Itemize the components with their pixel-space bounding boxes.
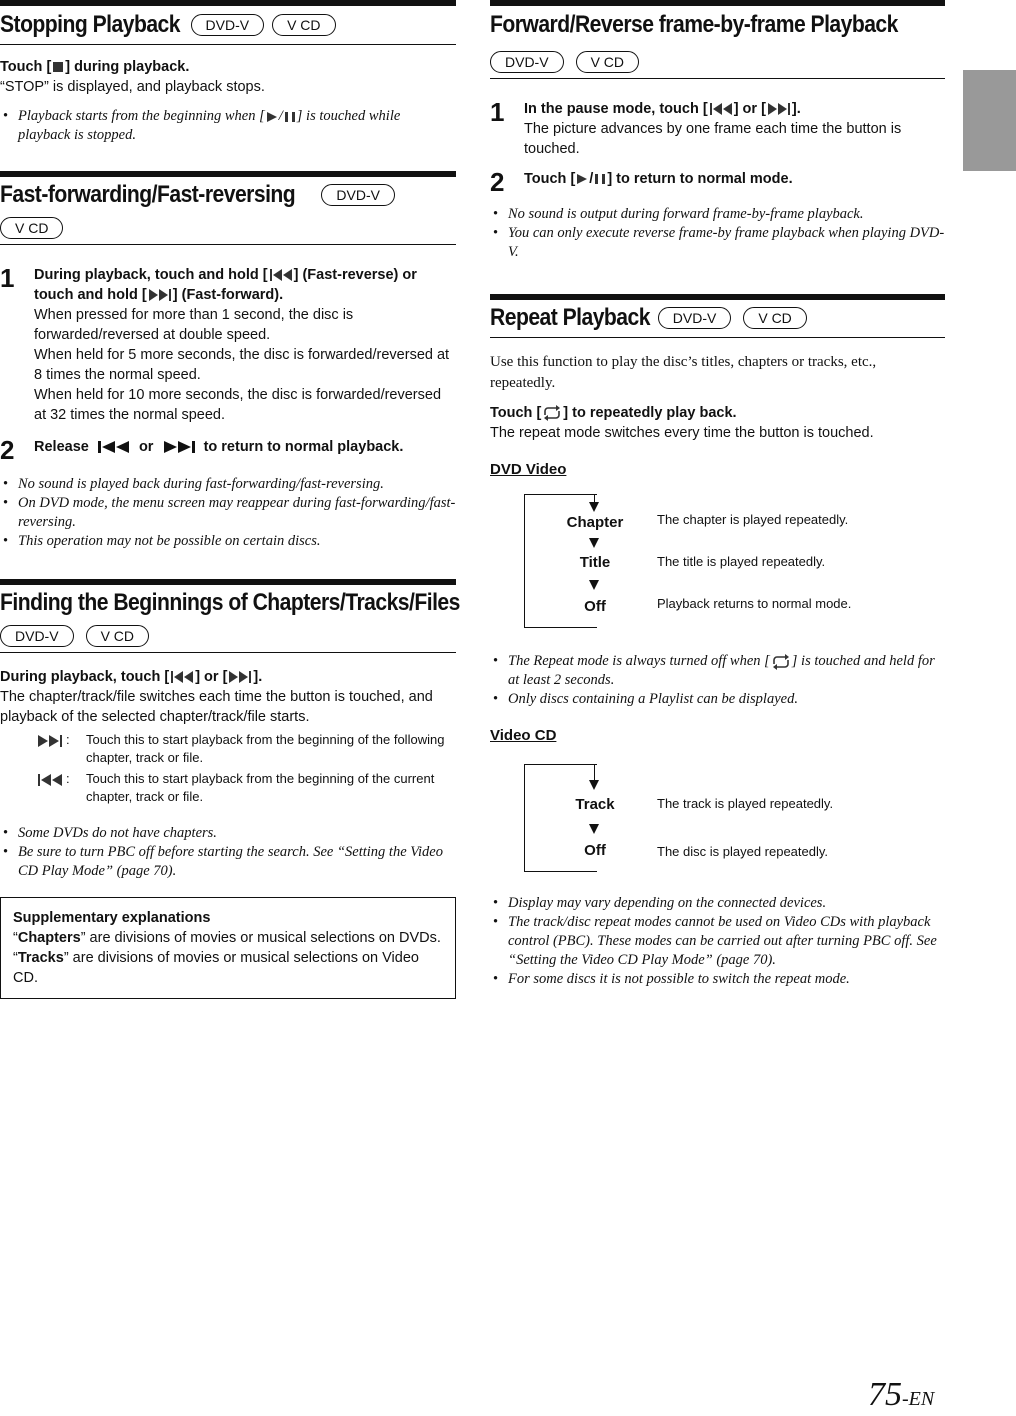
list-item: • The track/disc repeat modes cannot be used on Video CDs with playback control (PBC). These modes can be carried out after turning PBC off. See “Setting the Video CD Play Mode” (page 70).: [490, 913, 945, 970]
page-num: 75: [868, 1376, 902, 1413]
instr-text: ] or [: [733, 101, 766, 117]
chapter-tab: [963, 70, 1016, 171]
section-title: Fast-forwarding/Fast-reversing: [0, 181, 296, 208]
list-item: • For some discs it is not possible to switch the repeat mode.: [490, 970, 945, 989]
step-1: [490, 99, 945, 159]
note-text: ] is touched and held for at least 2 seconds.: [508, 653, 935, 688]
prev-chapter-icon: [169, 669, 195, 685]
find-body: [0, 653, 456, 881]
ff-detail: When held for 10 more seconds, the disc is forwarded/reversed at 32 times the normal speed.: [34, 387, 442, 423]
ff-notes: [0, 475, 456, 551]
step-instruction: [34, 437, 403, 463]
find-items: [0, 731, 456, 806]
instr-text: Release: [34, 439, 89, 455]
repeat-body: [490, 338, 945, 989]
supp-text: ” are divisions of movies or musical selections on Video CD.: [13, 950, 419, 986]
find-notes: [0, 824, 456, 881]
note-text: Playback starts from the beginning when [: [18, 108, 265, 124]
section-header-stop: [0, 0, 456, 45]
arrow-icon: [589, 538, 599, 548]
step-number: 1: [0, 263, 15, 293]
left-column: [0, 0, 460, 999]
fast-reverse-icon: [268, 267, 294, 283]
step-instruction: Touch [ / ] to return to normal mode.: [524, 171, 793, 187]
instr-text: In the pause mode, touch [: [524, 101, 708, 117]
frame-reverse-icon: [708, 101, 734, 117]
dvd-v-badge: DVD-V: [0, 625, 74, 647]
mode-desc: The disc is played repeatedly.: [657, 844, 829, 859]
supp-term: Chapters: [17, 930, 81, 946]
list-item: • Only discs containing a Playlist can be displayed.: [490, 690, 945, 709]
list-item: : Touch this to start playback from the beginning of the following chapter, track or file.: [0, 731, 456, 767]
section-title: Finding the Beginnings of Chapters/Tracks/Files: [0, 589, 460, 616]
list-item: • No sound is output during forward frame-by-frame playback.: [490, 205, 945, 224]
mode-label: Track: [575, 796, 615, 813]
list-item: • You can only execute reverse frame-by frame playback when playing DVD-V.: [490, 224, 945, 262]
play-icon: [575, 172, 589, 186]
skip-back-icon: [97, 440, 131, 454]
repeat-icon: [770, 654, 792, 670]
list-item: • Be sure to turn PBC off before starting the search. See “Setting the Video CD Play Mode” (page 70).: [0, 843, 456, 881]
dvd-v-badge: DVD-V: [658, 307, 732, 329]
fast-forward-icon: [147, 287, 173, 303]
instr-text: Touch [: [524, 171, 576, 187]
vcd-badge: V CD: [0, 217, 63, 239]
section-title: Forward/Reverse frame-by-frame Playback: [490, 11, 898, 38]
list-item: • Display may vary depending on the connected devices.: [490, 894, 945, 913]
pause-icon: [283, 110, 297, 124]
repeat-intro: Use this function to play the disc’s titles, chapters or tracks, etc., repeatedly.: [490, 354, 877, 391]
instr-text: ] (Fast-reverse) or touch and hold [: [34, 267, 417, 303]
find-desc: The chapter/track/file switches each time the button is touched, and playback of the selected chapter/track/file starts.: [0, 689, 433, 725]
step-2: [490, 169, 945, 195]
play-icon: [265, 110, 279, 124]
mode-label: Off: [584, 598, 606, 615]
list-item: • No sound is played back during fast-forwarding/fast-reversing.: [0, 475, 456, 494]
stop-desc: “STOP” is displayed, and playback stops.: [0, 79, 265, 95]
instr-text: ] (Fast-forward).: [172, 287, 284, 303]
section-header-ff: [0, 171, 456, 245]
list-item: : Touch this to start playback from the beginning of the current chapter, track or file.: [0, 770, 456, 806]
repeat-instruction: [490, 403, 945, 423]
note-text: The Repeat mode is always turned off when [: [508, 653, 770, 669]
skip-forward-icon: [162, 440, 196, 454]
instr-text: ] to return to normal mode.: [607, 171, 793, 187]
step-2: [0, 437, 456, 463]
supplementary-box: [0, 897, 456, 999]
dvd-notes: [490, 652, 945, 709]
step-instruction: [34, 265, 456, 305]
instr-text: ].: [253, 669, 263, 685]
repeat-icon: [541, 405, 563, 421]
next-chapter-icon: [227, 669, 253, 685]
supp-title: Supplementary explanations: [13, 910, 211, 926]
frame-notes: [490, 205, 945, 262]
instr-text: During playback, touch [: [0, 669, 170, 685]
vcd-badge: V CD: [272, 14, 335, 36]
section-header-frame: [490, 0, 945, 79]
vcd-notes: [490, 894, 945, 989]
item-text: Touch this to start playback from the beginning of the current chapter, track or file.: [86, 771, 435, 804]
supp-term: Tracks: [17, 950, 64, 966]
instr-text: Touch [: [0, 59, 52, 75]
ff-detail: When pressed for more than 1 second, the disc is forwarded/reversed at double speed.: [34, 307, 354, 343]
supp-text: “: [13, 950, 18, 966]
list-item: • Playback starts from the beginning when [ / ] is touched while playback is stopped.: [0, 107, 456, 145]
ff-body: [0, 245, 456, 551]
dvd-v-badge: DVD-V: [321, 184, 395, 206]
mode-label: Chapter: [566, 514, 624, 531]
instr-text: Touch [: [490, 405, 542, 421]
step-1: [0, 265, 456, 425]
page-suffix: -EN: [902, 1388, 935, 1410]
section-title: Stopping Playback: [0, 11, 180, 38]
mode-label: Off: [584, 842, 606, 859]
frame-forward-icon: [766, 101, 792, 117]
step-number: 2: [490, 167, 505, 197]
instr-text: ] to repeatedly play back.: [563, 405, 737, 421]
frame-body: [490, 79, 945, 262]
vcd-badge: V CD: [86, 625, 149, 647]
item-text: Touch this to start playback from the beginning of the following chapter, track or file.: [86, 732, 445, 765]
supp-text: ” are divisions of movies or musical selections on DVDs.: [80, 930, 441, 946]
arrow-icon: [589, 502, 599, 512]
mode-desc: The track is played repeatedly.: [657, 796, 834, 811]
repeat-desc: The repeat mode switches every time the button is touched.: [490, 425, 874, 441]
section-title: Repeat Playback: [490, 304, 650, 331]
page-number: [868, 1376, 934, 1414]
instr-text: ] during playback.: [65, 59, 190, 75]
arrow-icon: [589, 580, 599, 590]
step-number: 1: [490, 97, 505, 127]
dvd-v-badge: DVD-V: [490, 51, 564, 73]
mode-desc: Playback returns to normal mode.: [657, 596, 852, 611]
step-instruction: [524, 99, 945, 119]
find-instruction: [0, 667, 456, 687]
list-item: • This operation may not be possible on certain discs.: [0, 532, 456, 551]
right-column: [490, 0, 945, 989]
prev-chapter-icon: [36, 772, 66, 788]
stop-notes: [0, 107, 456, 145]
instr-text: or: [138, 439, 154, 455]
instr-text: to return to normal playback.: [203, 439, 404, 455]
stop-body: [0, 45, 456, 145]
instr-text: ].: [791, 101, 801, 117]
vcd-badge: V CD: [743, 307, 806, 329]
mode-label: Title: [579, 554, 611, 571]
dvd-video-heading: DVD Video: [490, 461, 567, 478]
supp-text: “: [13, 930, 18, 946]
step-desc: The picture advances by one frame each time the button is touched.: [524, 121, 902, 157]
mode-desc: The chapter is played repeatedly.: [657, 512, 849, 527]
supp-line: [13, 928, 443, 948]
supp-line: [13, 948, 443, 988]
stop-icon: [51, 60, 65, 74]
next-chapter-icon: [36, 733, 66, 749]
section-header-repeat: [490, 294, 945, 338]
step-number: 2: [0, 435, 15, 465]
arrow-icon: [589, 780, 599, 790]
video-cd-heading: Video CD: [490, 727, 557, 744]
list-item: • Some DVDs do not have chapters.: [0, 824, 456, 843]
section-header-find: [0, 579, 460, 653]
ff-detail: When held for 5 more seconds, the disc is forwarded/reversed at 8 times the normal speed.: [34, 347, 450, 383]
mode-desc: The title is played repeatedly.: [657, 554, 826, 569]
vcd-badge: V CD: [576, 51, 639, 73]
dvd-repeat-diagram: [490, 478, 945, 628]
pause-icon: [593, 172, 607, 186]
list-item: [490, 652, 945, 690]
arrow-icon: [589, 824, 599, 834]
vcd-repeat-diagram: [490, 744, 945, 862]
list-item: • On DVD mode, the menu screen may reappear during fast-forwarding/fast-reversing.: [0, 494, 456, 532]
dvd-v-badge: DVD-V: [191, 14, 265, 36]
instr-text: During playback, touch and hold [: [34, 267, 268, 283]
stop-instruction: [0, 57, 456, 77]
instr-text: ] or [: [195, 669, 228, 685]
note-text: ] is touched while playback is stopped.: [18, 108, 401, 143]
